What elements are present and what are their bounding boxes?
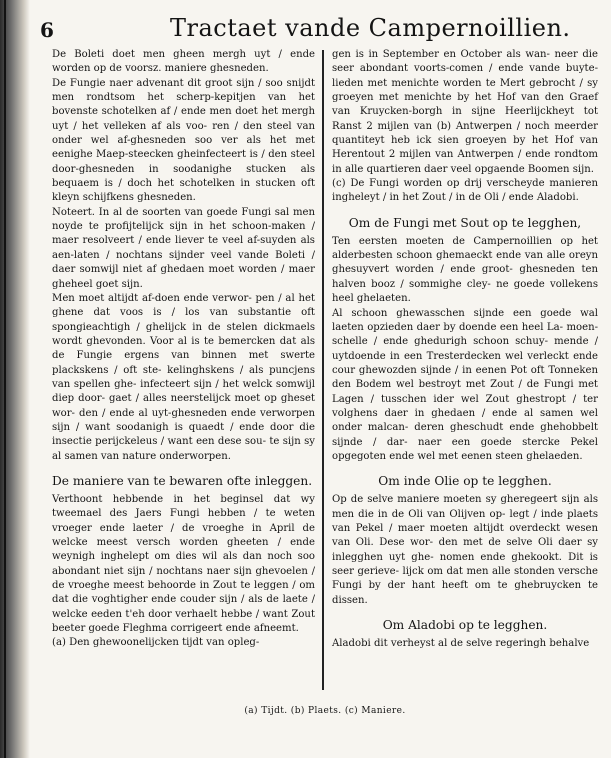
paragraph: Al schoon ghewasschen sijnde een goede wal laeten opzieden daer by doende een heel La- moen-schelle / ende ghedurigh schoon schuy- mende / uytdoende in een Tresterdecken wel verleckt ende cour ghewozden sijnde / in eenen Pot oft Tonneken den Bodem wel bestroyt met Zout / de Fungi met Lagen / tusschen ider wel Zout ghestropt / ter volghens daer in ghedaen / ende al samen wel onder malcan- deren gheschudt ende ghehobbelt sijnde / dar- naer een goede stercke Pekel opgegoten ende wel met eenen steen ghelaeden. [332,307,598,462]
paragraph: Op de selve maniere moeten sy gheregeert sijn als men die in de Oli van Olijven op- legt / inde plaets van Pekel / maer moeten altijdt overdeckt wesen van Oli. Dese wor- den met de selve Oli daer sy inlegghen uyt ghe- nomen ende ghekookt. Dit is seer gerieve- lijck om dat men alle stonden versche Fungi by der hant heeft om te ghebruycken te dissen. [332,494,598,606]
binding-edge [4,0,6,758]
running-title: Tractaet vande Campernoillien. [170,14,571,42]
paragraph: (c) De Fungi worden op drij verscheyde manieren ingheleyt / in het Zout / in de Oli / ende Aladobi. [332,178,598,204]
right-column [332,48,598,698]
paragraph: De Fungie naer advenant dit groot sijn / soo snijdt men rondtsom het scherp-kepitjen van het bovenste schotelken af / ende men doet het mergh uyt / het velleken af als voo- ren / den steel van onder wel af-ghesneden soo ver als het met eenighe Maep-steecken gheinfecteert is / den steel door-ghesneden in soodanighe stucken als bequaem is / doch het schotelken in stucken oft kleyn schijfkens ghesneden. [52,77,315,204]
footnote-line: (a) Den ghewoonelijcken tijdt van opleg- [52,637,260,649]
paragraph: Noteert. In al de soorten van goede Fungi sal men noyde te profijtelijck sijn in het schoon-maken / maer resolveert / ende liever te veel af-suyden als aen-laten / nochtans sijnder veel vande Boleti / daer somwijl niet af ghedaen moet worden / maer gheheel goet sijn. [52,206,315,290]
section-heading: Om inde Olie op te legghen. [378,474,552,489]
section-heading: Om de Fungi met Sout op te legghen, [348,215,582,230]
page-footer-notes: (a) Tijdt. (b) Plaets. (c) Maniere. [244,706,406,716]
paragraph: Aladobi dit verheyst al de selve regeringh behalve [332,638,590,650]
column-divider [322,50,324,690]
page-number: 6 [40,18,54,42]
paragraph: gen is in September en October als wan- neer die seer abondant voorts-comen / ende vande buyte-lieden met menichte worden te Mert gebrocht / sy groeyen met menichte by het Hof van den Graef van Kruycken-borgh in sijne Heerlijckheyt tot Ranst 2 mijlen van (b) Antwerpen / noch meerder quantiteyt heb ick sien groeyen by het Hof van Herentout 2 mijlen van Antwerpen / ende rondtom in alle quartieren daer veel opgaende Boomen sijn. [332,49,598,175]
paragraph: Verthoont hebbende in het beginsel dat wy tweemael des Jaers Fungi hebben / te weten vroeger ende laeter / de vroeghe in April de welcke meest versch worden gheeten / ende weynigh inghelept om dies wil als dan noch soo abondant niet sijn / nochtans naer sijn ghevoelen / de vroeghe meest behoorde in Zout te leggen / om dat die voghtigher ende couder sijn / als de laete / welcke eeden t'eh door verhaelt hebbe / want Zout beeter goede Fleghma corrigeert ende afneemt. [52,493,315,635]
section-heading: Om Aladobi op te legghen. [382,618,548,633]
page-binding-shadow [0,0,30,758]
left-column [52,48,315,698]
paragraph: De Boleti doet men gheen mergh uyt / ende worden op de voorsz. maniere ghesneden. [52,49,315,75]
paragraph: Ten eersten moeten de Campernoillien op het alderbesten schoon ghemaeckt ende van alle oreyn ghesuyvert worden / ende groot- ghesneden ten halven booz / sommighe cley- ne goede vollekens heel ghelaeten. [332,235,598,305]
section-heading: De maniere van te bewaren ofte inleggen. [52,473,313,488]
paragraph: Men moet altijdt af-doen ende verwor- pen / al het ghene dat voos is / los van substantie oft spongieachtigh / ghelijck in de stelen dickmaels wordt ghevonden. Voor al is te bemercken dat als de Fungie ergens van binnen met swerte plackskens / oft ste- kelinghskens / als puncjens van spellen ghe- infecteert sijn / het welck somwijl diep door- gaet / alles neerstelijck moet op gheset wor- den / ende al uyt-ghesneden ende verworpen sijn / want soodanigh is quaedt / ende door die insectie perijckeleus / want een dese sou- te sijn sy al samen van nature onderworpen. [52,292,315,462]
page-header [40,8,600,46]
